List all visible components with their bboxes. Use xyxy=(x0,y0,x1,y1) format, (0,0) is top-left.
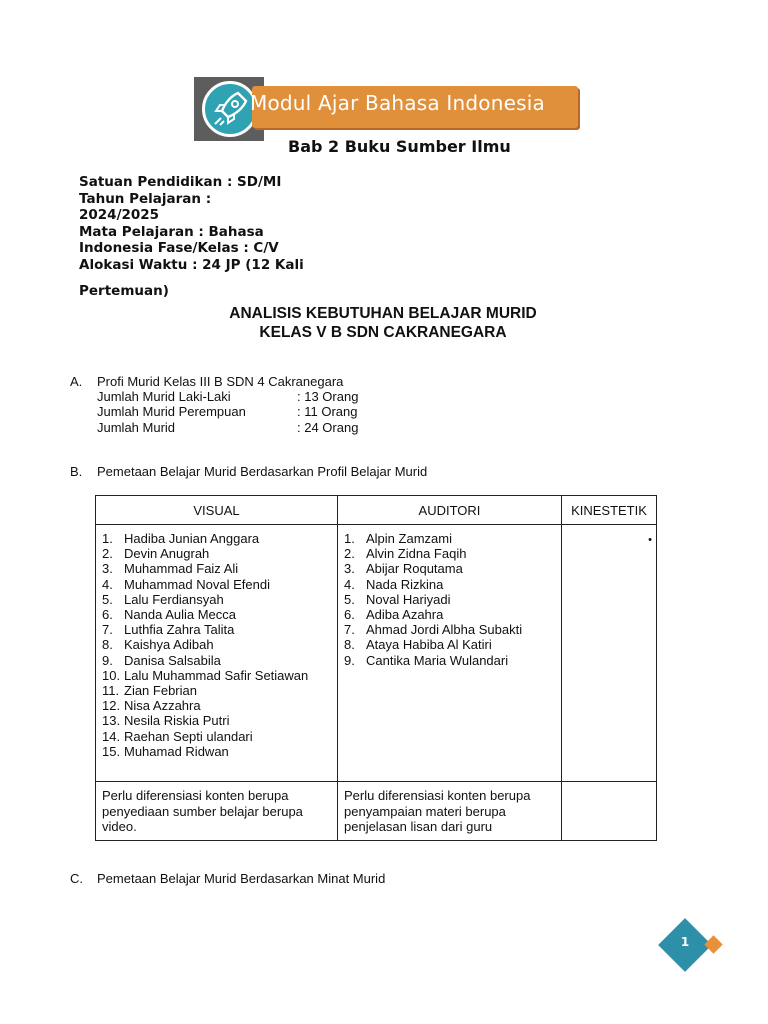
student-name: Muhammad Faiz Ali xyxy=(124,561,239,577)
list-item-number: 5. xyxy=(344,591,355,607)
list-item xyxy=(344,546,561,561)
accent-diamond xyxy=(704,935,722,953)
list-item xyxy=(102,744,337,759)
student-name: Raehan Septi ulandari xyxy=(124,728,253,744)
visual-note: Perlu diferensiasi konten berupa penyediaan sumber belajar berupa video. xyxy=(102,788,303,834)
list-item-number: 14. xyxy=(102,728,121,744)
student-name: Zian Febrian xyxy=(124,683,197,699)
page-number: 1 xyxy=(680,935,690,949)
student-name: Kaishya Adibah xyxy=(124,637,214,653)
student-name: Nada Rizkina xyxy=(366,576,444,592)
auditori-note: Perlu diferensiasi konten berupa penyampaian materi berupa penjelasan lisan dari guru xyxy=(344,788,531,834)
list-item xyxy=(102,668,337,683)
bullet-marker: • xyxy=(648,534,652,546)
student-name: Alpin Zamzami xyxy=(366,531,452,546)
student-name: Nisa Azzahra xyxy=(124,698,201,714)
visual-student-list xyxy=(96,525,337,759)
count-label: Jumlah Murid xyxy=(97,419,176,435)
chapter-title: Bab 2 Buku Sumber Ilmu xyxy=(288,137,511,156)
list-item xyxy=(102,592,337,607)
count-row xyxy=(97,389,358,404)
visual-cell xyxy=(96,525,338,782)
document-subtitle: KELAS V B SDN CAKRANEGARA xyxy=(259,324,507,341)
visual-note-cell xyxy=(96,782,338,841)
kinestetik-note xyxy=(562,782,656,788)
list-item-number: 9. xyxy=(344,652,355,668)
student-name: Nanda Aulia Mecca xyxy=(124,607,237,623)
count-row xyxy=(97,420,358,435)
student-name: Cantika Maria Wulandari xyxy=(366,652,509,668)
student-name: Ataya Habiba Al Katiri xyxy=(366,637,492,653)
section-b-label: B. xyxy=(70,464,83,479)
list-item-number: 7. xyxy=(102,622,113,638)
auditori-cell xyxy=(338,525,562,782)
section-b-heading: Pemetaan Belajar Murid Berdasarkan Profil Belajar Murid xyxy=(97,464,428,479)
list-item xyxy=(102,607,337,622)
info-line: Indonesia Fase/Kelas : C/V xyxy=(79,240,279,256)
list-item xyxy=(102,561,337,576)
student-name: Hadiba Junian Anggara xyxy=(124,531,260,546)
learning-style-table xyxy=(95,495,657,841)
list-item xyxy=(102,729,337,744)
student-name: Lalu Muhammad Safir Setiawan xyxy=(124,667,309,683)
list-item xyxy=(344,653,561,668)
list-item-number: 10. xyxy=(102,667,121,683)
list-item xyxy=(102,713,337,728)
list-item-number: 15. xyxy=(102,743,121,759)
list-item-number: 11. xyxy=(102,683,120,699)
list-item xyxy=(344,531,561,546)
list-item xyxy=(102,577,337,592)
list-item xyxy=(102,653,337,668)
list-item-number: 6. xyxy=(102,607,113,623)
count-value: : 24 Orang xyxy=(297,419,359,435)
student-name: Adiba Azahra xyxy=(366,607,444,623)
document-title: ANALISIS KEBUTUHAN BELAJAR MURID xyxy=(229,305,537,322)
module-info xyxy=(79,174,329,300)
list-item-number: 6. xyxy=(344,607,355,623)
list-item xyxy=(102,637,337,652)
list-item xyxy=(344,607,561,622)
list-item xyxy=(344,561,561,576)
list-item-number: 2. xyxy=(344,546,355,562)
list-item-number: 1. xyxy=(344,531,355,546)
count-value: : 13 Orang xyxy=(297,389,359,404)
count-value: : 11 Orang xyxy=(297,404,358,420)
column-header-kinestetik: KINESTETIK xyxy=(562,496,657,525)
list-item-number: 3. xyxy=(344,561,355,577)
list-item-number: 7. xyxy=(344,622,355,638)
list-item xyxy=(102,546,337,561)
student-name: Muhammad Noval Efendi xyxy=(124,576,270,592)
column-header-visual: VISUAL xyxy=(96,496,338,525)
list-item xyxy=(344,622,561,637)
list-item-number: 4. xyxy=(102,576,113,592)
list-item xyxy=(344,577,561,592)
list-item xyxy=(102,622,337,637)
list-item-number: 5. xyxy=(102,591,113,607)
student-counts xyxy=(97,389,358,435)
student-name: Luthfia Zahra Talita xyxy=(124,622,235,638)
student-name: Abijar Roqutama xyxy=(366,561,463,577)
student-name: Devin Anugrah xyxy=(124,546,210,562)
count-label: Jumlah Murid Laki-Laki xyxy=(97,389,231,404)
section-c-label: C. xyxy=(70,871,83,886)
list-item xyxy=(344,592,561,607)
info-line: Alokasi Waktu : 24 JP (12 Kali xyxy=(79,256,304,273)
list-item-number: 8. xyxy=(102,637,113,653)
list-item-number: 1. xyxy=(102,531,113,546)
student-name: Muhamad Ridwan xyxy=(124,743,229,759)
list-item-number: 8. xyxy=(344,637,355,653)
list-item-number: 4. xyxy=(344,576,355,592)
student-name: Lalu Ferdiansyah xyxy=(124,591,224,607)
list-item-number: 2. xyxy=(102,546,113,562)
info-line: Tahun Pelajaran : xyxy=(79,190,212,207)
student-name: Alvin Zidna Faqih xyxy=(366,546,467,562)
student-name: Nesila Riskia Putri xyxy=(124,713,230,729)
info-line: Pertemuan) xyxy=(79,283,169,299)
info-line: Satuan Pendidikan : SD/MI xyxy=(79,174,282,190)
list-item-number: 12. xyxy=(102,698,121,714)
info-line: Mata Pelajaran : Bahasa xyxy=(79,223,264,240)
student-name: Noval Hariyadi xyxy=(366,591,451,607)
column-header-auditori: AUDITORI xyxy=(338,496,562,525)
list-item xyxy=(102,683,337,698)
student-name: Ahmad Jordi Albha Subakti xyxy=(366,622,523,638)
count-label: Jumlah Murid Perempuan xyxy=(97,404,246,420)
banner-title: Modul Ajar Bahasa Indonesia xyxy=(250,91,545,115)
list-item-number: 13. xyxy=(102,713,121,729)
list-item xyxy=(344,637,561,652)
auditori-student-list xyxy=(338,525,561,668)
kinestetik-cell xyxy=(562,525,657,782)
list-item xyxy=(102,531,337,546)
list-item-number: 3. xyxy=(102,561,113,577)
kinestetik-note-cell xyxy=(562,782,657,841)
section-a-heading: Profi Murid Kelas III B SDN 4 Cakranegara xyxy=(97,374,344,389)
section-a-label: A. xyxy=(70,374,83,389)
student-name: Danisa Salsabila xyxy=(124,652,221,668)
info-line: 2024/2025 xyxy=(79,207,160,223)
section-c-heading: Pemetaan Belajar Murid Berdasarkan Minat Murid xyxy=(97,871,386,886)
list-item xyxy=(102,698,337,713)
auditori-note-cell xyxy=(338,782,562,841)
count-row xyxy=(97,404,358,419)
list-item-number: 9. xyxy=(102,652,113,668)
